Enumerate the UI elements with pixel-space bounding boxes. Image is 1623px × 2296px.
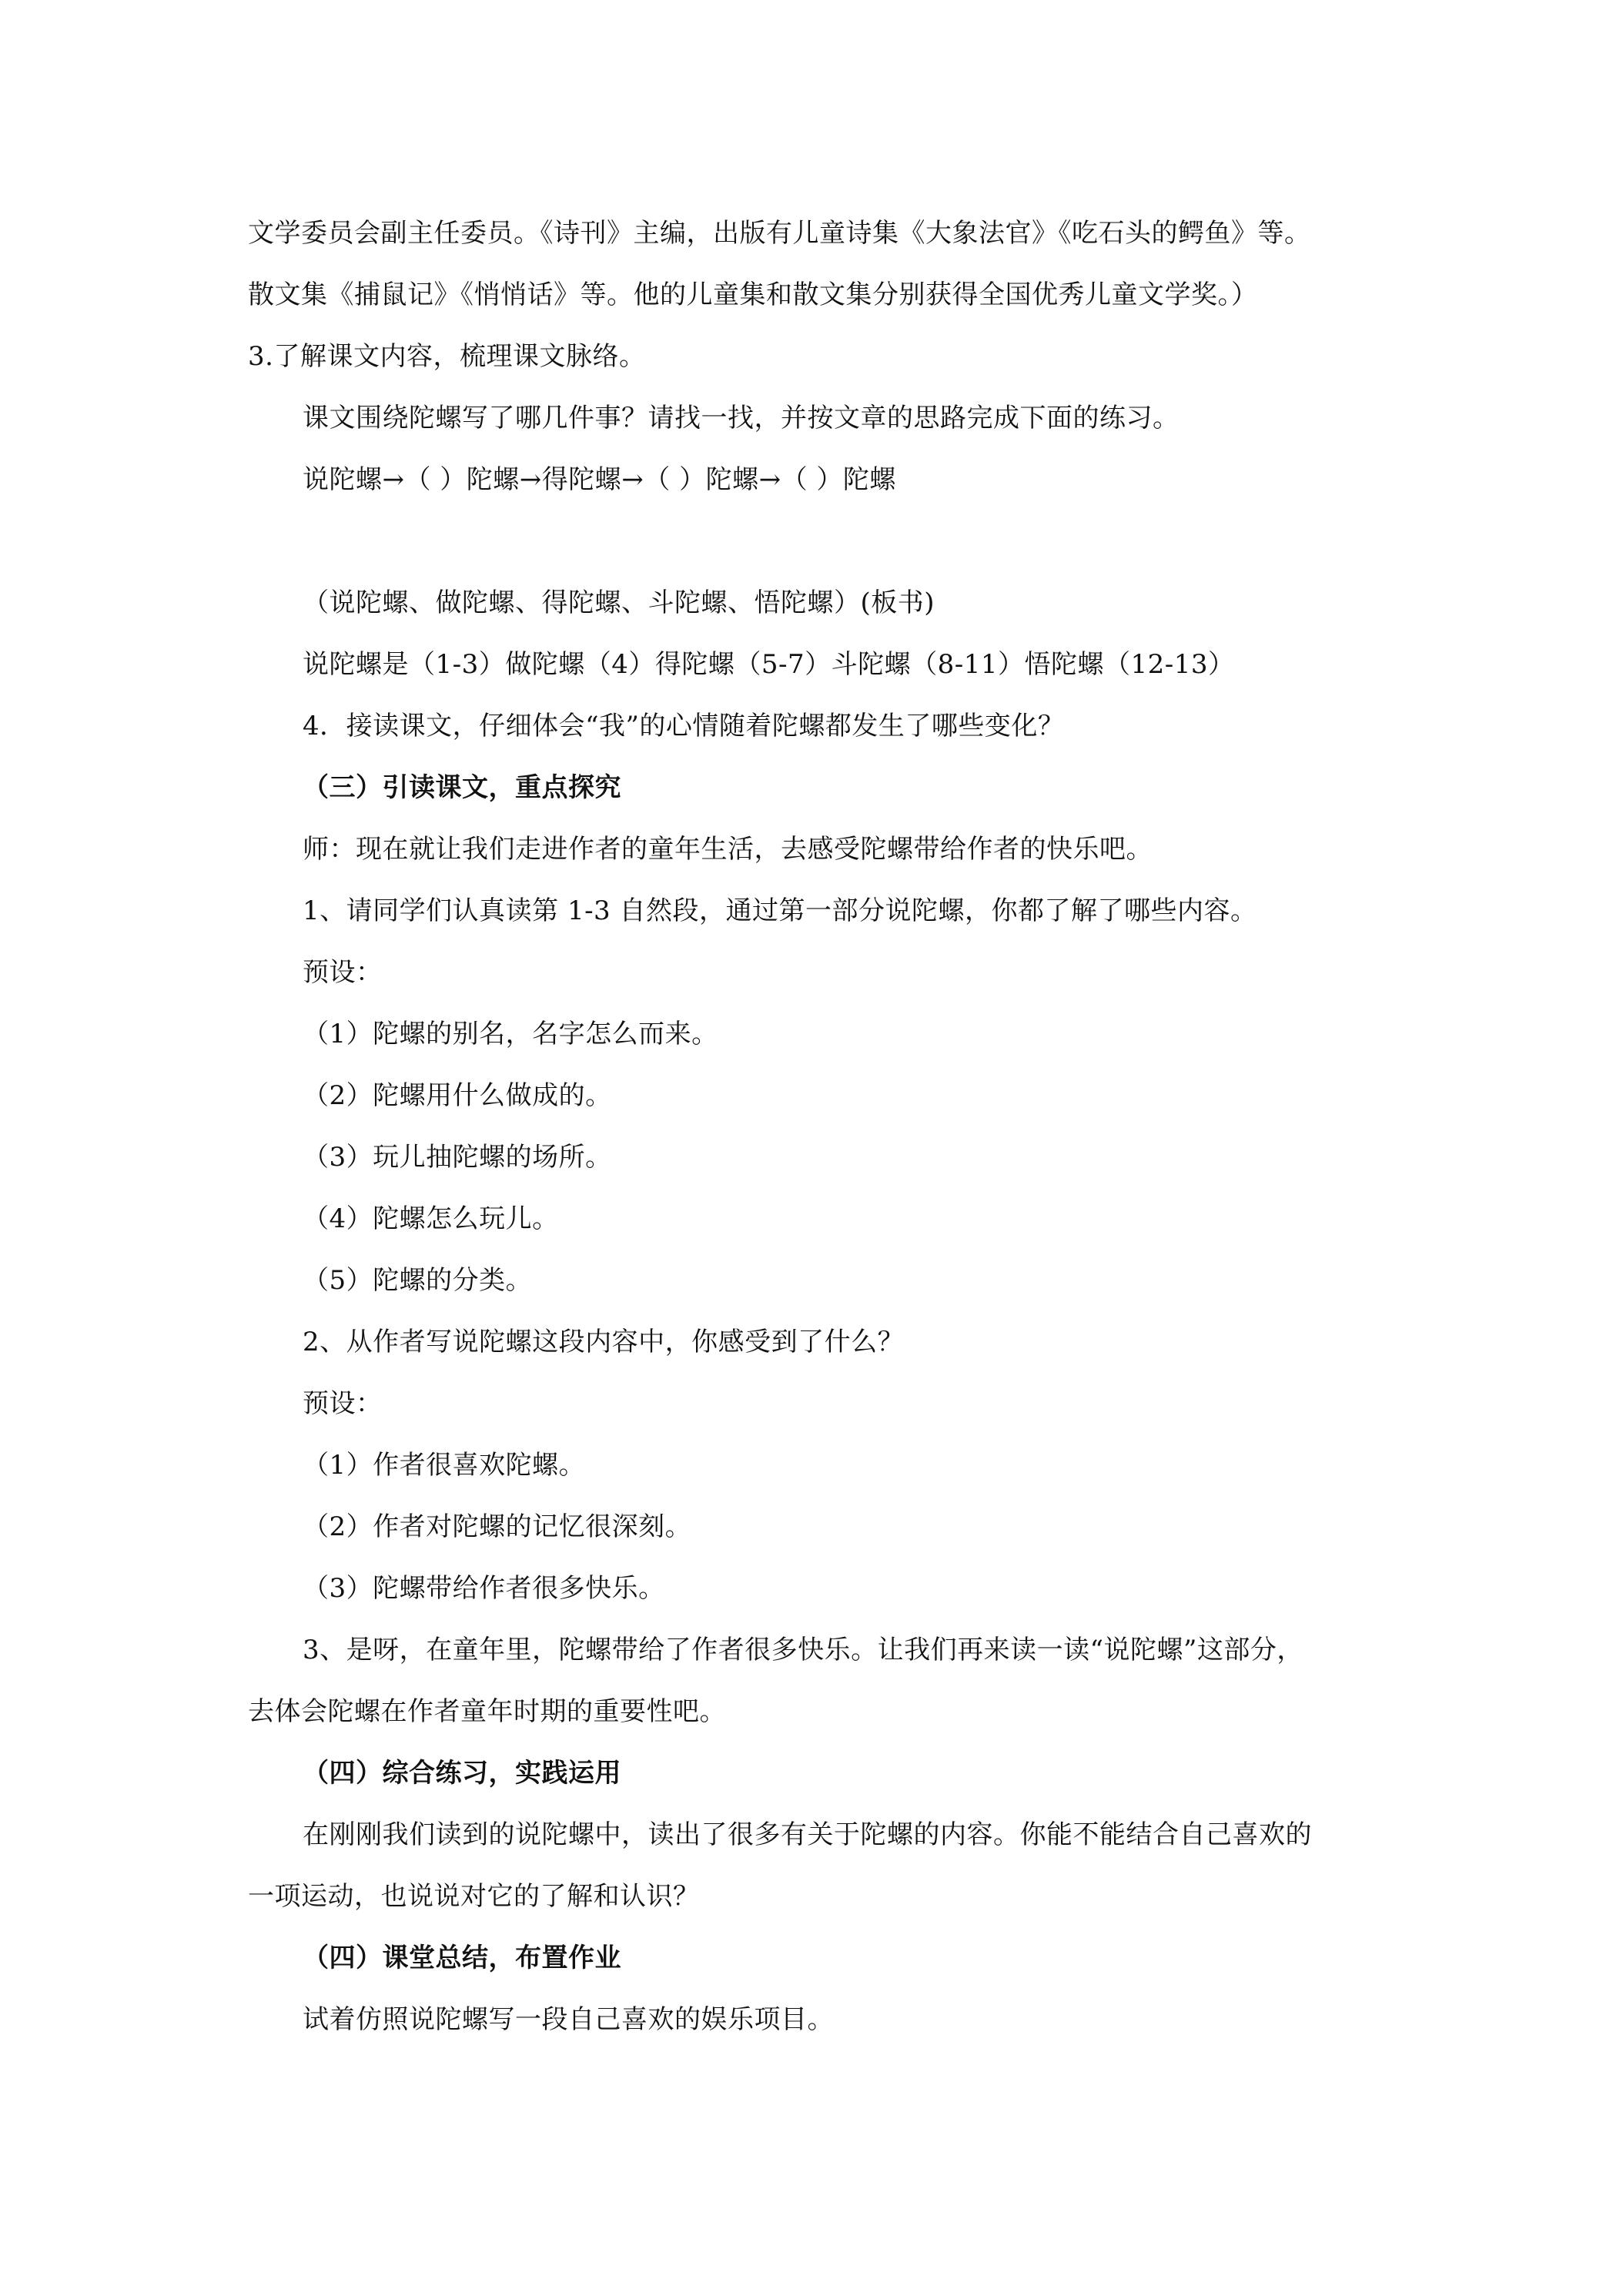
text-line: 一项运动，也说说对它的了解和认识？ xyxy=(248,1881,700,1912)
list-item: （4）陀螺怎么玩儿。 xyxy=(303,1203,559,1234)
list-item: （2）作者对陀螺的记忆很深刻。 xyxy=(303,1511,692,1542)
text-line: 1、请同学们认真读第 1-3 自然段，通过第一部分说陀螺，你都了解了哪些内容。 xyxy=(303,895,1257,926)
text-line: 文学委员会副主任委员。《诗刊》主编，出版有儿童诗集《大象法官》《吃石头的鳄鱼》等。 xyxy=(248,218,1311,249)
text-line: 试着仿照说陀螺写一段自己喜欢的娱乐项目。 xyxy=(303,2004,834,2035)
text-line: 预设： xyxy=(303,957,383,988)
text-line: 去体会陀螺在作者童年时期的重要性吧。 xyxy=(248,1696,726,1727)
text-line: 课文围绕陀螺写了哪几件事？请找一找，并按文章的思路完成下面的练习。 xyxy=(303,403,1180,433)
list-item: （3）玩儿抽陀螺的场所。 xyxy=(303,1142,612,1173)
text-line: 2、从作者写说陀螺这段内容中，你感受到了什么？ xyxy=(303,1327,905,1357)
list-item: （1）作者很喜欢陀螺。 xyxy=(303,1450,586,1481)
text-line: 说陀螺是（1-3）做陀螺（4）得陀螺（5-7）斗陀螺（8-11）悟陀螺（12-13） xyxy=(303,649,1235,680)
section-heading: （四）综合练习，实践运用 xyxy=(303,1758,621,1789)
section-heading: （四）课堂总结，布置作业 xyxy=(303,1943,621,1973)
text-line: 3.了解课文内容，梳理课文脉络。 xyxy=(248,341,646,372)
text-line: 散文集《捕鼠记》《悄悄话》等。他的儿童集和散文集分别获得全国优秀儿童文学奖。） xyxy=(248,279,1258,310)
list-item: （5）陀螺的分类。 xyxy=(303,1265,533,1296)
text-line: 师：现在就让我们走进作者的童年生活，去感受陀螺带给作者的快乐吧。 xyxy=(303,834,1153,865)
list-item: （2）陀螺用什么做成的。 xyxy=(303,1080,612,1111)
text-line: 3、是呀，在童年里，陀螺带给了作者很多快乐。让我们再来读一读“说陀螺”这部分， xyxy=(303,1635,1303,1665)
text-line: 说陀螺→（ ）陀螺→得陀螺→（ ）陀螺→（ ）陀螺 xyxy=(303,464,896,495)
list-item: （1）陀螺的别名，名字怎么而来。 xyxy=(303,1019,718,1049)
text-line: 预设： xyxy=(303,1388,383,1419)
text-line: 4．接读课文，仔细体会“我”的心情随着陀螺都发生了哪些变化？ xyxy=(303,711,1065,741)
section-heading: （三）引读课文，重点探究 xyxy=(303,772,621,803)
text-line: （说陀螺、做陀螺、得陀螺、斗陀螺、悟陀螺）(板书) xyxy=(303,587,935,618)
text-line: 在刚刚我们读到的说陀螺中，读出了很多有关于陀螺的内容。你能不能结合自己喜欢的 xyxy=(303,1819,1312,1850)
list-item: （3）陀螺带给作者很多快乐。 xyxy=(303,1573,665,1604)
